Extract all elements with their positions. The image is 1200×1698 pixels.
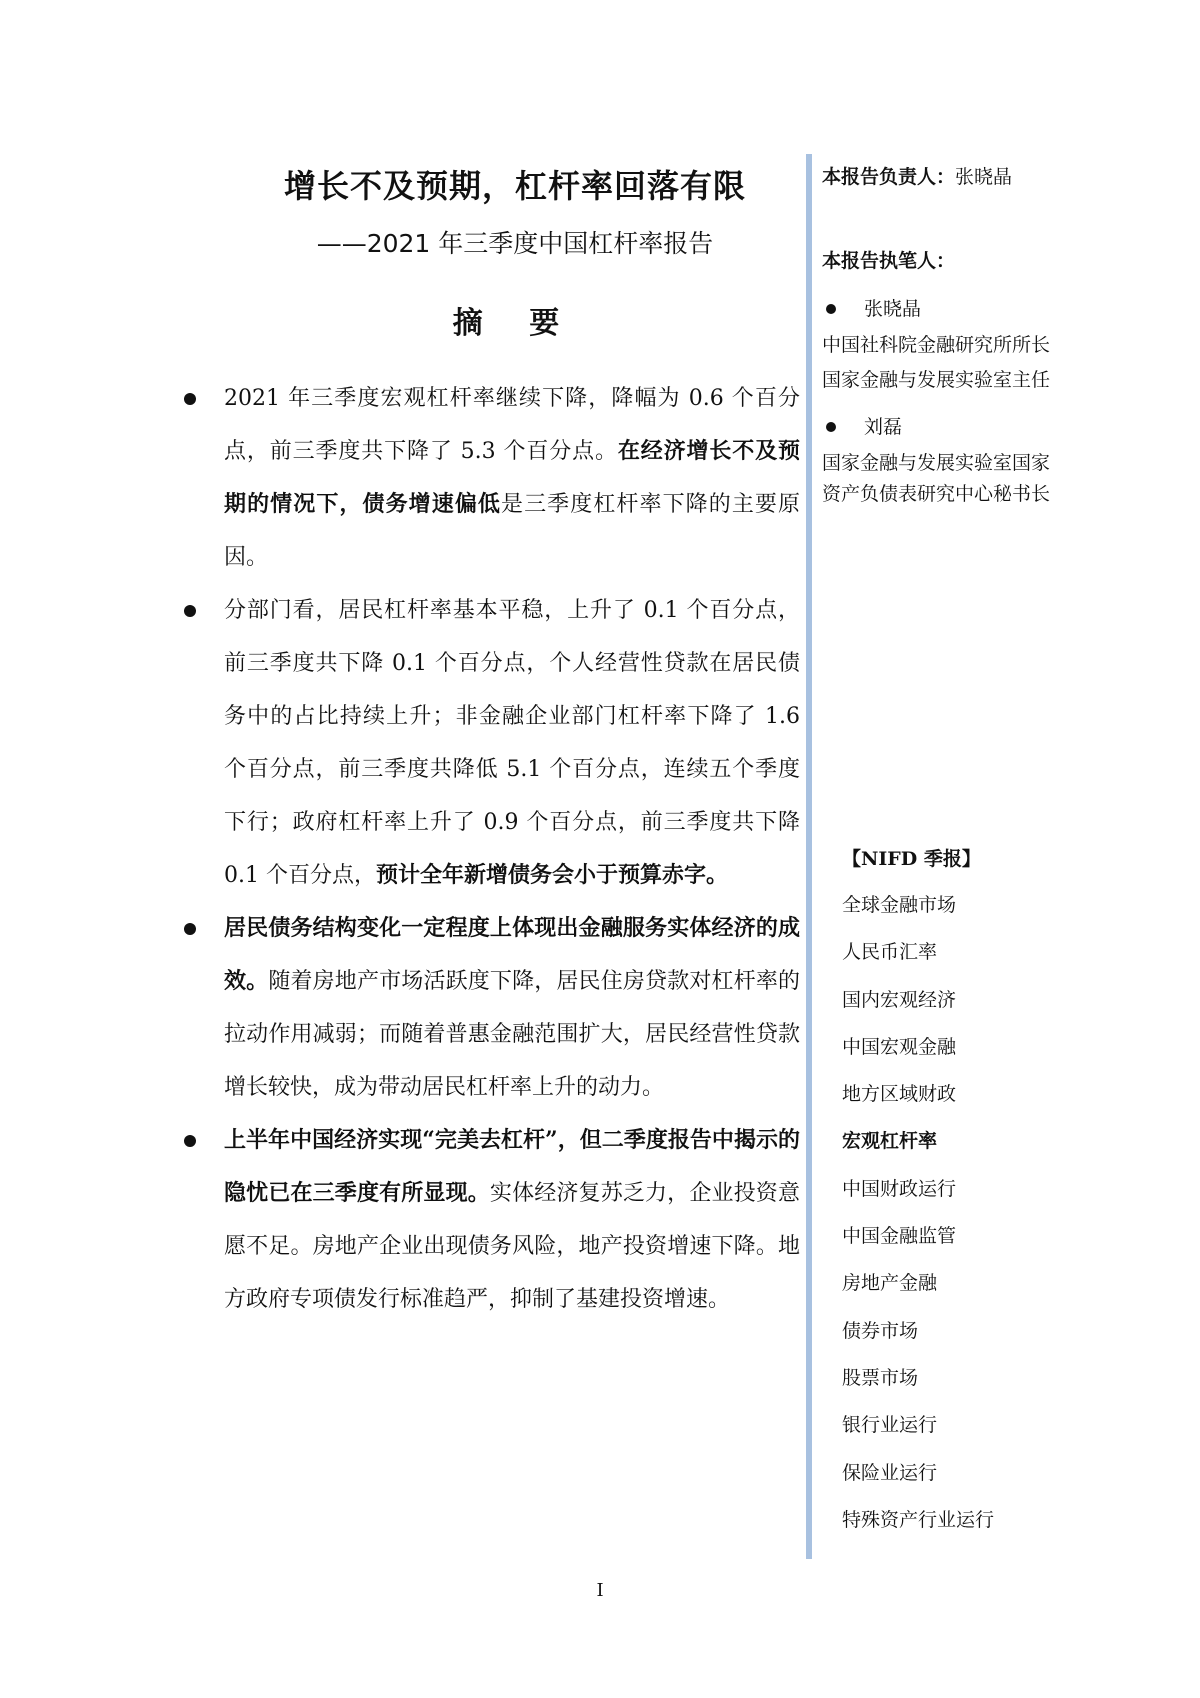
report-title: 增长不及预期，杠杆率回落有限 [283, 167, 746, 205]
bullet-icon [184, 393, 196, 405]
bullet-text-bold: 预计全年新增债务会小于预算赤字。 [375, 862, 728, 888]
nifd-item: 保险业运行 [842, 1461, 938, 1484]
author-name: 张晓晶 [864, 298, 922, 320]
nifd-item: 中国金融监管 [842, 1225, 957, 1248]
bullet-icon [184, 1135, 196, 1147]
nifd-item: 地方区域财政 [842, 1083, 957, 1106]
authors-panel [822, 160, 1052, 510]
column-divider [806, 154, 812, 1559]
bullet-icon [826, 422, 836, 432]
nifd-item: 中国宏观金融 [842, 1035, 957, 1058]
nifd-item: 银行业运行 [842, 1414, 938, 1437]
nifd-item: 全球金融市场 [842, 894, 957, 916]
bullet-text-bold: 在经济增长不及预期的情况下，债务增速偏低 [224, 438, 800, 517]
author-entry [822, 410, 1052, 510]
main-column [170, 160, 800, 1326]
page-number: I [596, 1580, 604, 1601]
author-entry [822, 292, 1052, 396]
bullet-text: 随着房地产市场活跃度下降，居民住房贷款对杠杆率的拉动作用减弱；而随着普惠金融范围扩大，居民经营性贷款增长较快，成为带动居民杠杆率上升的动力。 [224, 969, 800, 1100]
abstract-bullet [170, 372, 800, 584]
bullet-text: 是三季度杠杆率下降的主要原因。 [224, 492, 800, 570]
author-role: 国家金融与发展实验室国家资产负债表研究中心秘书长 [822, 452, 1051, 505]
author-role: 国家金融与发展实验室主任 [822, 369, 1051, 391]
nifd-item: 房地产金融 [842, 1272, 938, 1295]
report-subtitle: ——2021 年三季度中国杠杆率报告 [316, 229, 714, 258]
bullet-text-bold: 上半年中国经济实现“完美去杠杆”，但二季度报告中揭示的隐忧已在三季度有所显现。 [224, 1127, 800, 1206]
nifd-item: 股票市场 [842, 1366, 919, 1389]
author-name-row [822, 292, 1052, 326]
nifd-item: 人民币汇率 [842, 941, 938, 964]
author-name-row [822, 410, 1052, 444]
abstract-heading: 摘 要 [452, 306, 578, 341]
abstract-bullet [170, 902, 800, 1114]
nifd-items [842, 882, 1052, 1544]
nifd-item: 特殊资产行业运行 [842, 1508, 995, 1531]
nifd-item: 宏观杠杆率 [842, 1130, 938, 1153]
nifd-item: 中国财政运行 [842, 1177, 957, 1200]
responsible-label: 本报告负责人： [822, 166, 956, 188]
writers-label: 本报告执笔人： [822, 250, 956, 272]
author-name: 刘磊 [864, 416, 903, 438]
abstract-bullet [170, 584, 800, 902]
abstract-bullet [170, 1114, 800, 1326]
bullet-text: 2021 年三季度宏观杠杆率继续下降，降幅为 0.6 个百分点，前三季度共下降了 5.3 个百分点。 [224, 386, 800, 464]
abstract-list [170, 372, 800, 1326]
bullet-text: 实体经济复苏乏力，企业投资意愿不足。房地产企业出现债务风险，地产投资增速下降。地方政府专项债发行标准趋严，抑制了基建投资增速。 [224, 1181, 800, 1312]
nifd-series-list [842, 842, 1052, 1544]
bullet-icon [184, 923, 196, 935]
nifd-item: 债券市场 [842, 1319, 919, 1342]
responsible-line [822, 160, 1052, 194]
bullet-icon [826, 304, 836, 314]
author-role: 中国社科院金融研究所所长 [822, 334, 1051, 356]
bullet-icon [184, 605, 196, 617]
bullet-text: 分部门看，居民杠杆率基本平稳，上升了 0.1 个百分点，前三季度共下降 0.1 个百分点，个人经营性贷款在居民债务中的占比持续上升；非金融企业部门杠杆率下降了 1.6 个百分点，前三季度共降低 5.1 个百分点，连续五个季度下行；政府杠杆率上升了 0.9 个百分点，前三季度共下降 0.1 个百分点， [224, 598, 800, 888]
responsible-name: 张晓晶 [955, 166, 1013, 188]
nifd-heading: 【NIFD 季报】 [842, 848, 981, 870]
nifd-item: 国内宏观经济 [842, 988, 957, 1011]
bullet-text-bold: 居民债务结构变化一定程度上体现出金融服务实体经济的成效。 [224, 915, 800, 994]
